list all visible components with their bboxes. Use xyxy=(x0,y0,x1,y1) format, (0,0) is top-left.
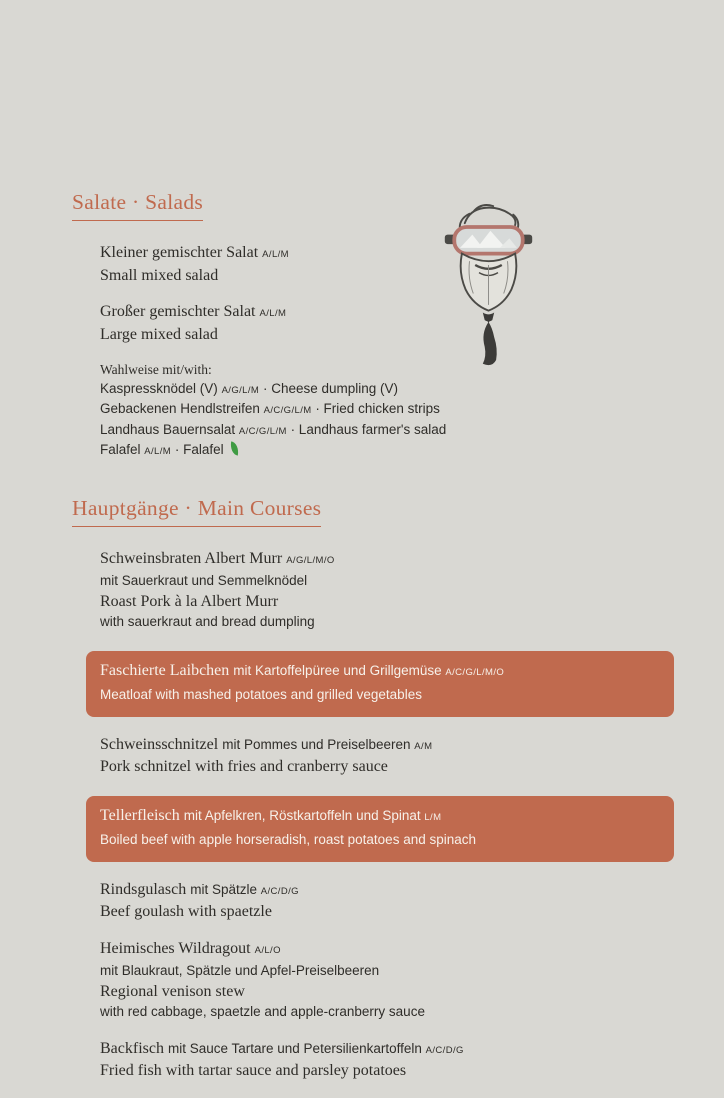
allergen-codes: A/G/L/M xyxy=(221,384,260,396)
text-segment: Large mixed salad xyxy=(100,325,218,343)
menu-line xyxy=(100,243,686,266)
dish xyxy=(100,302,686,345)
text-segment: mit Pommes und Preiselbeeren xyxy=(222,736,415,752)
menu-line xyxy=(100,361,686,380)
text-segment: Großer gemischter Salat xyxy=(100,303,260,320)
menu-line xyxy=(100,400,686,421)
menu-line xyxy=(100,939,686,962)
dish xyxy=(100,939,686,1023)
menu-line xyxy=(100,735,686,758)
text-segment: Heimisches Wildragout xyxy=(100,939,255,957)
text-segment: Roast Pork à la Albert Murr xyxy=(100,592,279,610)
section-title xyxy=(72,496,686,527)
highlighted-dish xyxy=(86,651,674,717)
allergen-codes: A/M xyxy=(414,740,433,752)
text-segment: Beef goulash with spaetzle xyxy=(100,903,272,920)
text-segment: mit Blaukraut, Spätzle und Apfel-Preiselbeeren xyxy=(100,963,380,978)
text-segment: Falafel xyxy=(100,442,145,457)
section-title xyxy=(72,190,686,221)
text-segment: mit Sauce Tartare und Petersilienkartoffeln xyxy=(167,1040,426,1056)
menu-line xyxy=(100,757,686,778)
vegetarian-leaf-icon xyxy=(229,441,240,455)
text-segment: Backfisch xyxy=(100,1039,168,1057)
menu-line xyxy=(100,571,686,592)
text-segment: Schweinsschnitzel xyxy=(100,735,223,753)
allergen-codes: A/C/G/L/M/O xyxy=(445,666,505,678)
text-segment: · Fried chicken strips xyxy=(311,401,440,416)
text-segment: Faschierte Laibchen xyxy=(100,661,234,679)
text-segment: mit Sauerkraut und Semmelknödel xyxy=(100,573,308,588)
text-segment: Small mixed salad xyxy=(100,266,219,284)
text-segment: Boiled beef with apple horseradish, roast potatoes and spinach xyxy=(100,831,476,847)
menu-line xyxy=(100,325,686,346)
allergen-codes: L/M xyxy=(424,811,442,823)
menu-line xyxy=(100,880,686,903)
text-segment: · Cheese dumpling (V) xyxy=(259,380,399,396)
dish xyxy=(100,735,686,778)
menu-line xyxy=(100,660,660,684)
highlighted-dish xyxy=(86,796,674,862)
text-segment: mit Kartoffelpüree und Grillgemüse xyxy=(233,662,446,678)
dish xyxy=(100,549,686,633)
allergen-codes: A/L/M xyxy=(259,308,287,319)
menu-line xyxy=(100,441,686,462)
section-title-text: Hauptgänge · Main Courses xyxy=(72,496,321,527)
dish xyxy=(100,1039,686,1082)
menu-line xyxy=(100,302,686,325)
text-segment: Meatloaf with mashed potatoes and grilled vegetables xyxy=(100,686,422,702)
menu-line xyxy=(100,380,686,401)
allergen-codes: A/L/M xyxy=(144,446,172,457)
text-segment: · Falafel xyxy=(171,442,224,457)
menu-line xyxy=(100,421,686,442)
text-segment: Tellerfleisch xyxy=(100,806,184,824)
text-segment: with sauerkraut and bread dumpling xyxy=(100,614,315,629)
allergen-codes: A/C/G/L/M xyxy=(263,405,312,416)
text-segment: · Landhaus farmer's salad xyxy=(286,421,447,437)
text-segment: Landhaus Bauernsalat xyxy=(100,421,239,437)
text-segment: Schweinsbraten Albert Murr xyxy=(100,549,287,567)
allergen-codes: A/L/O xyxy=(254,944,281,956)
text-segment: Kleiner gemischter Salat xyxy=(100,244,263,261)
menu-line xyxy=(100,592,686,613)
menu-section xyxy=(72,495,686,1082)
menu-line xyxy=(100,902,686,923)
dish xyxy=(100,880,686,923)
menu-line xyxy=(100,829,660,851)
allergen-codes: A/C/G/L/M xyxy=(238,425,287,437)
text-segment: Wahlweise mit/with: xyxy=(100,362,212,377)
dish xyxy=(100,243,686,286)
text-segment: with red cabbage, spaetzle and apple-cranberry sauce xyxy=(100,1004,425,1019)
menu-root xyxy=(72,190,686,1098)
menu-line xyxy=(100,961,686,982)
section-title-text: Salate · Salads xyxy=(72,190,203,221)
menu-section xyxy=(72,190,686,462)
menu-line xyxy=(100,1039,686,1062)
menu-line xyxy=(100,1061,686,1082)
menu-line xyxy=(100,684,660,706)
text-segment: Gebackenen Hendlstreifen xyxy=(100,401,264,416)
text-segment: Fried fish with tartar sauce and parsley potatoes xyxy=(100,1062,407,1079)
menu-line xyxy=(100,805,660,829)
menu-line xyxy=(100,266,686,287)
menu-line xyxy=(100,982,686,1003)
menu-line xyxy=(100,549,686,572)
text-segment: mit Apfelkren, Röstkartoffeln und Spinat xyxy=(183,807,425,823)
menu-line xyxy=(100,612,686,633)
text-segment: mit Spätzle xyxy=(190,881,261,897)
allergen-codes: A/C/D/G xyxy=(260,885,299,897)
allergen-codes: A/G/L/M/O xyxy=(286,554,335,566)
text-segment: Kaspressknödel (V) xyxy=(100,380,222,396)
text-segment: Rindsgulasch xyxy=(100,880,191,898)
menu-line xyxy=(100,1002,686,1023)
allergen-codes: A/C/D/G xyxy=(425,1044,464,1056)
allergen-codes: A/L/M xyxy=(262,249,289,260)
text-segment: Regional venison stew xyxy=(100,982,245,1000)
text-segment: Pork schnitzel with fries and cranberry sauce xyxy=(100,758,388,775)
dish xyxy=(100,361,686,462)
